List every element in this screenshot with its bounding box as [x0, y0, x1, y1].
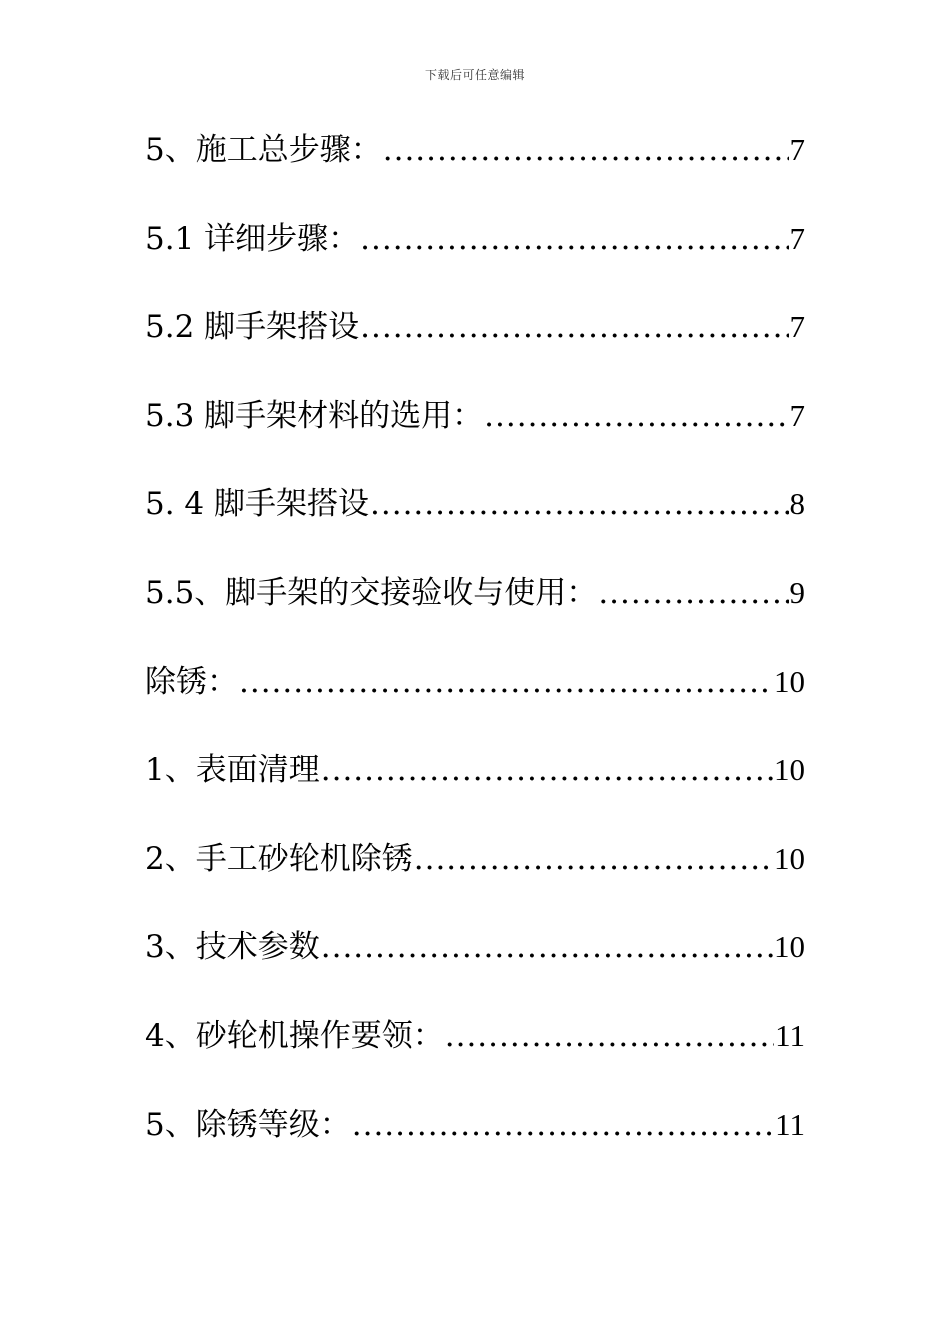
toc-entry-page: 7	[789, 220, 805, 256]
toc-entry-title: 5.1 详细步骤：	[145, 220, 360, 257]
toc-dot-leader	[484, 394, 788, 438]
toc-entry-title: 5.2 脚手架搭设	[145, 309, 360, 346]
toc-entry-title: 5.5、脚手架的交接验收与使用：	[145, 574, 598, 611]
toc-dot-leader	[239, 660, 773, 704]
toc-dot-leader	[360, 217, 788, 261]
toc-entry[interactable]	[145, 571, 805, 660]
toc-entry[interactable]	[145, 394, 805, 483]
toc-entry-title: 5. 4 脚手架搭设	[145, 486, 370, 523]
toc-dot-leader	[598, 571, 788, 615]
toc-entry-page: 11	[775, 1017, 805, 1053]
toc-entry-page: 10	[774, 840, 805, 876]
toc-entry[interactable]	[145, 128, 805, 217]
toc-entry-title: 3、技术参数	[145, 929, 320, 966]
toc-dot-leader	[383, 128, 789, 172]
toc-entry[interactable]	[145, 482, 805, 571]
toc-entry-page: 10	[774, 752, 805, 788]
toc-entry-title: 5.3 脚手架材料的选用：	[145, 397, 484, 434]
toc-entry-page: 7	[789, 132, 805, 167]
toc-entry-page: 10	[774, 929, 805, 965]
toc-entry[interactable]	[145, 305, 805, 394]
toc-entry-page: 9	[789, 574, 805, 610]
toc-entry-page: 7	[789, 397, 805, 433]
toc-entry-page: 10	[774, 663, 805, 699]
toc-dot-leader	[370, 482, 788, 526]
toc-entry-title: 2、手工砂轮机除锈	[145, 840, 413, 877]
toc-entry[interactable]	[145, 1103, 805, 1192]
toc-dot-leader	[445, 1014, 774, 1058]
toc-dot-leader	[352, 1103, 774, 1147]
toc-entry-title: 5、除锈等级：	[145, 1106, 351, 1143]
toc-entry[interactable]	[145, 748, 805, 837]
toc-entry[interactable]	[145, 660, 805, 749]
toc-dot-leader	[414, 837, 773, 881]
toc-entry-title: 5、施工总步骤：	[145, 132, 382, 168]
toc-entry-title: 1、表面清理	[145, 752, 320, 789]
toc-entry[interactable]	[145, 217, 805, 306]
toc-entry-page: 8	[789, 486, 805, 522]
toc-entry[interactable]	[145, 837, 805, 926]
header-note: 下载后可任意编辑	[424, 68, 525, 82]
toc-entry-page: 11	[775, 1106, 805, 1142]
table-of-contents	[145, 128, 805, 1191]
toc-entry-page: 7	[789, 309, 805, 345]
toc-dot-leader	[360, 305, 788, 349]
toc-dot-leader	[321, 748, 773, 792]
toc-dot-leader	[321, 925, 773, 969]
toc-entry-title: 除锈：	[145, 663, 238, 700]
toc-entry[interactable]	[145, 1014, 805, 1103]
toc-entry-title: 4、砂轮机操作要领：	[145, 1017, 444, 1054]
toc-entry[interactable]	[145, 925, 805, 1014]
